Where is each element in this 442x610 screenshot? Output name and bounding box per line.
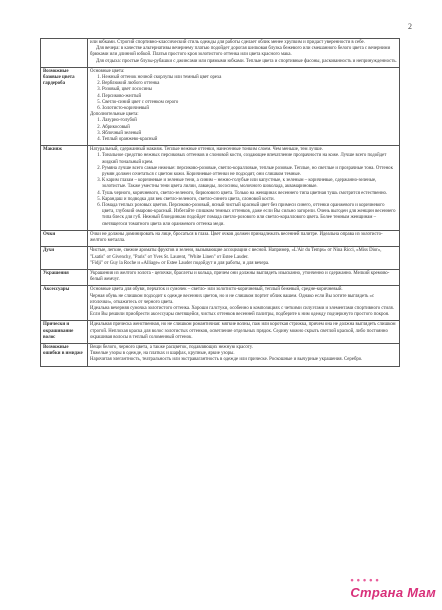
paragraph: Натуральный, сдержанный макияж. Теплые нежные оттенки, нанесенные тонким слоем. Чем меньше, тем лучше. <box>90 147 323 153</box>
table-row <box>41 67 400 145</box>
list-item: 4. Теплый оранжево-красный <box>102 137 397 143</box>
row-content <box>88 321 400 344</box>
row-label: Прически и окрашивание волос <box>41 321 88 344</box>
paragraph: Нарочитая элегантность, театральность или экстравагантность в одежде или прическе. Роскошные и вычурные украшения. Серебро. <box>90 357 363 363</box>
row-content <box>88 146 400 231</box>
table-row <box>41 321 400 344</box>
table-row <box>41 230 400 246</box>
watermark-dots: • • • • • <box>350 575 379 585</box>
list-item: 6. Помада теплых розовых цветов. Персиково-розовый, ясный чистый красный цвет без примеси синего, оттенки оранжевого и коричневого цвета, глубокий омарово-красный. Избегайте слишком темных оттенков, даже если Вы сильно загорели. Очень выгоден для женщин весеннего типа блеск для губ. Нежный блондинкам подойдет помада светло-розового или светло-кораллового цвета. Более темным женщинам – светящегося томатного цвета или оранжевого оттенка меди. <box>102 203 397 228</box>
row-content <box>88 39 400 68</box>
table-row <box>41 286 400 321</box>
list-item: 5. Светло-синий цвет с оттенком серого <box>102 100 397 106</box>
paragraph: Очки не должны доминировать на лице, бросаться в глаза. Цвет очков должен принадлежать весенней палитре. Идеальна оправа из золотисто-желтого металла. <box>90 231 383 244</box>
makeup-list <box>90 153 397 227</box>
list-item: 3. К карим глазам – коричневые и зеленые тени, а синим – нежно-голубые или капустные, к зеленым – коричневые, сдержанно-зеленые, золотистые. Также уместны тени цвета лилии, лаванды, лососины, молочного шоколада, аквамариновые. <box>102 178 397 190</box>
list-item: 3. Розовый, цвет лососины <box>102 87 397 93</box>
table-row <box>41 269 400 285</box>
paragraph: Вещи белого, черного цвета, а также расцветок, подавляющих нежную красоту. <box>90 344 253 350</box>
list-item: 4. Тушь черного, коричневого, светло-зеленого, бирюзового цвета. Только на женщинах весеннего типа цветная тушь смотрится естественно. <box>102 191 397 197</box>
list-item: 3. Яблочный зеленый <box>102 131 397 137</box>
row-content <box>88 269 400 285</box>
main-colors-list <box>90 75 397 112</box>
paragraph: Для отдыха: простые блузы-рубашки с джинсами или прямыми юбками. Теплые цвета и спортивные фасоны, раскованность и непринужденность. <box>96 58 397 64</box>
list-item: 1. Тональное средство нежных персиковых оттенков и слоновой кости, создающее впечатление прозрачности на коже. Лучше всего подойдет жидкий тональный крем. <box>102 153 397 165</box>
paragraph: Основные цвета для обуви, перчаток и сумочек – светло- или золотисто-коричневый, теплый бежевый, средне-коричневый. <box>90 287 343 293</box>
row-label: Очки <box>41 230 88 246</box>
watermark-text: Страна Мам <box>350 585 436 600</box>
row-label: Духи <box>41 247 88 270</box>
style-guide-table <box>40 38 400 367</box>
list-item: 4. Персиково-желтый <box>102 94 397 100</box>
list-item: 2. Верблюжий любого оттенка <box>102 81 397 87</box>
list-item: 2. Абрикосовый <box>102 125 397 131</box>
paragraph: Основные цвета: <box>90 68 125 74</box>
paragraph: Идеальна вечерняя сумочка золотистого оттенка. Хороши галстуки, особенно в композициях с четкими силуэтами и элементами спортивного стиля. <box>90 305 394 311</box>
paragraph: или юбками. Строгий спортивно-классический стиль одежды для работы сделает облик менее хрупким и придаст уверенности в себе. <box>90 40 365 45</box>
row-label: Возможные базовые цвета гардероба <box>41 67 88 145</box>
paragraph: Если Вы решили приобрести аксессуары светящейся, чистых оттенков весенней палитры, подберите к ним одежду подчеркнуто простого покроя. <box>90 312 390 318</box>
row-label: Макияж <box>41 146 88 231</box>
paragraph: Для вечера: в качестве альтернативы вечернему платью подойдет дорогая шелковая блузка бежевого или смешанного белого цвета с вечерними брюками или длинной юбкой. Платья простого кроя золотистого оттенка или цвета красного мака. <box>90 46 391 58</box>
row-label <box>41 39 88 68</box>
table-row <box>41 247 400 270</box>
page-number: 2 <box>408 22 412 31</box>
paragraph: Дополнительные цвета: <box>90 112 139 118</box>
list-item: 5. Карандаш и подводка для век светло-зеленого, светло-синего цвета, слоновой кости. <box>102 197 397 203</box>
row-content <box>88 343 400 366</box>
table-row <box>41 146 400 231</box>
row-content <box>88 247 400 270</box>
row-label: Возможные ошибки в имидже <box>41 343 88 366</box>
list-item: 1. Лазурно-голубой <box>102 118 397 124</box>
table-row <box>41 39 400 68</box>
list-item: 6. Золотисто-коричневый <box>102 106 397 112</box>
row-content <box>88 230 400 246</box>
list-item: 2. Румяна лучше всего самые нежные: персиково-розовые, светло-коралловые, теплые розовые. Теплые, но светлые и прозрачные тона. Оттенок румян должен сочетаться с цветом кожи. Коричневые оттенки не подходят, они слишком темные. <box>102 166 397 178</box>
paragraph: Идеальная прическа женственная, но не слишком романтичная: мягкие волны, паж или короткая стрижка, причем она не должна выглядеть слишком строгой. Неплохая краска для волос золотистых оттенков, осветление отдельных прядок. Седину можно скрыть светлой краской, либо постоянно окрашивая волосы в теплый соломенный оттенок. <box>90 322 396 340</box>
extra-colors-list <box>90 118 397 143</box>
paragraph: Чистые, легкие, свежие ароматы фруктов и зелени, вызывающие ассоциации с весной. Например, «L'Air du Temps» от Nina Ricci, «Miss Dior», "Lsatis" от Givenchy, "Paris" от Yves St. Laurent, "White Linen" от Estee Lauder. <box>90 248 382 260</box>
paragraph: Черная обувь не слишком подходит к одежде весенних цветов, но и не слишком портит облик вашем. Однако если Вы хотите выглядеть «с иголочки», откажитесь от черного цвета. <box>90 293 375 305</box>
paragraph: Украшения из желтого золота - цепочки, браслеты и кольца, причем они должны выглядеть изысканно, утонченно и сдержанно. Мелкий кремово-белый жемчуг. <box>90 270 390 283</box>
site-watermark <box>350 575 436 600</box>
table-row <box>41 343 400 366</box>
row-label: Аксессуары <box>41 286 88 321</box>
row-label: Украшения <box>41 269 88 285</box>
row-content <box>88 286 400 321</box>
list-item: 1. Нежный оттенок ночной скорлупы или темный цвет ореха <box>102 75 397 81</box>
row-content <box>88 67 400 145</box>
paragraph: Тяжелые узоры в одежде, на платках и шарфах, крупные, яркие узоры. <box>90 351 235 357</box>
paragraph: "Fidji" от Guy la Roche и «Alliage» от Estee Lauder подойдут и для работы, и для вечера. <box>90 260 270 266</box>
